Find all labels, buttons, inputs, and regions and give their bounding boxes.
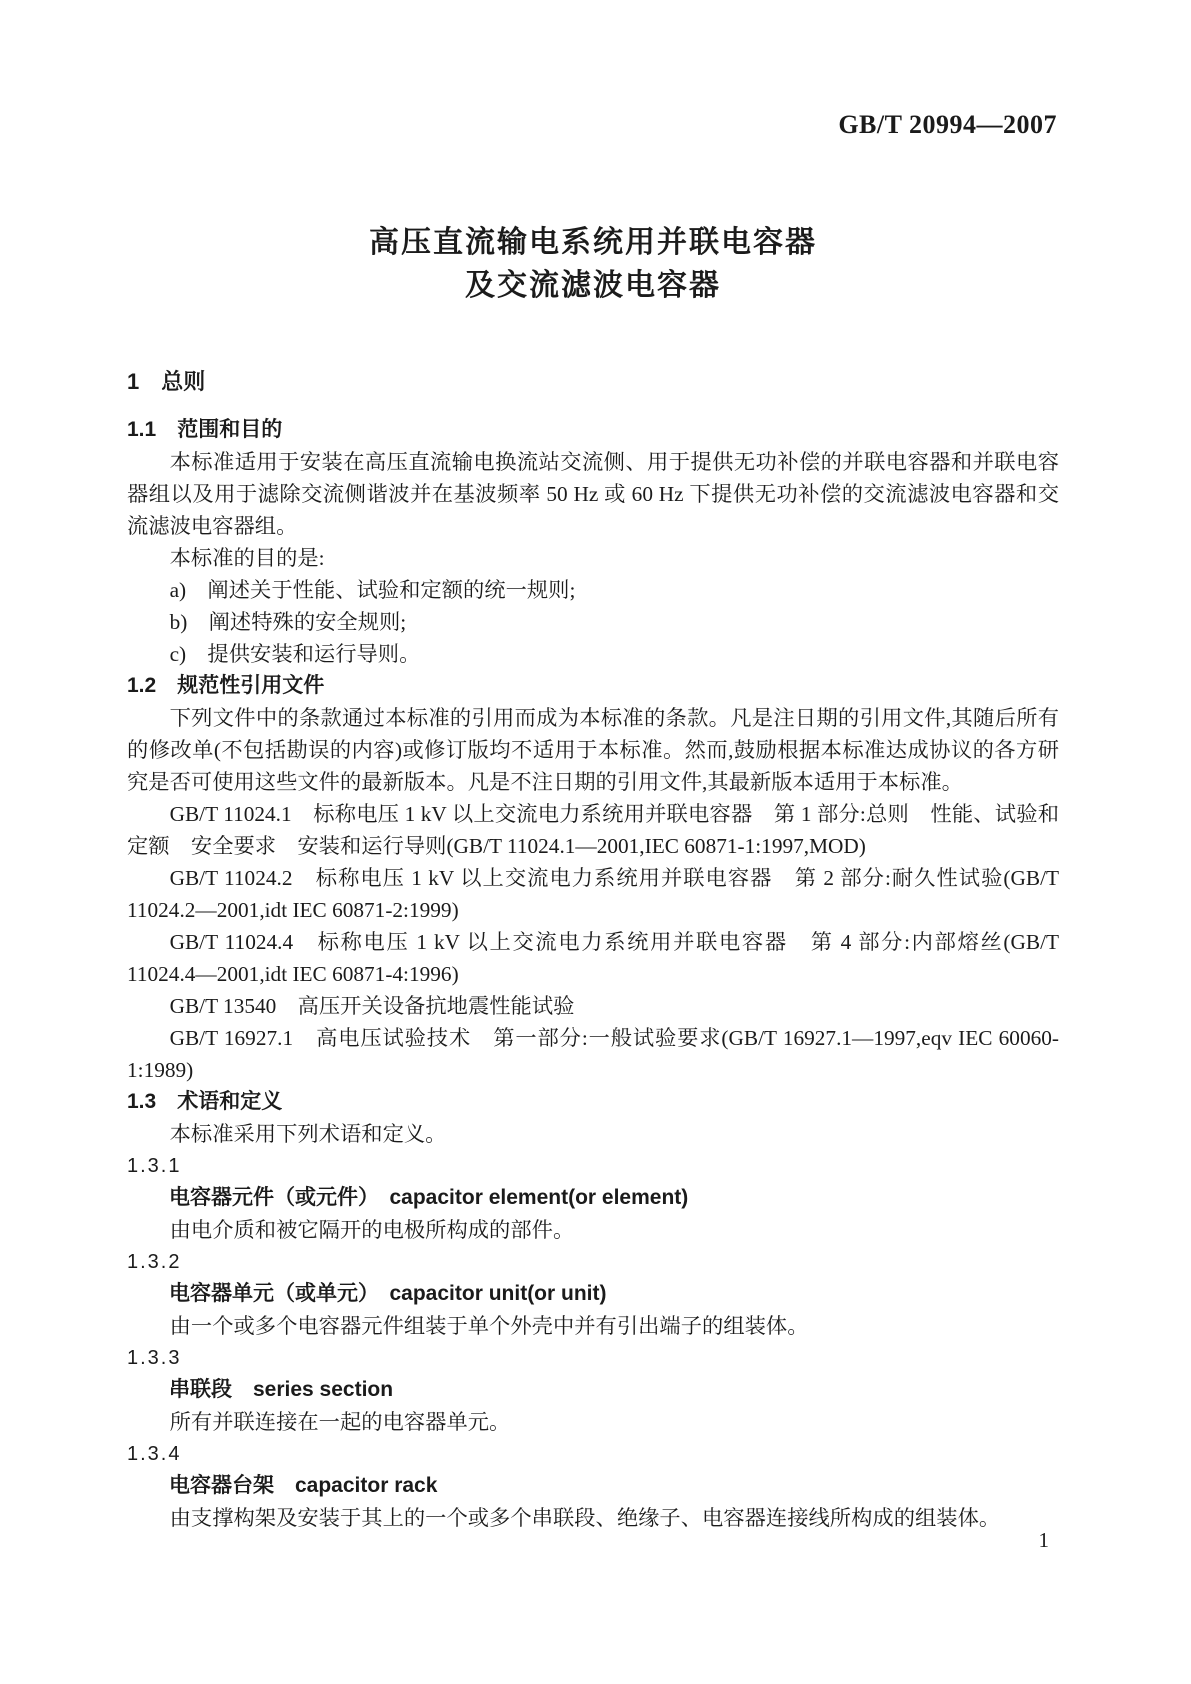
clause-number-1-3-1: 1.3.1	[127, 1155, 182, 1177]
clause-number-1-3-3: 1.3.3	[127, 1347, 182, 1369]
standard-code: GB/T 20994—2007	[838, 110, 1057, 139]
document-title-line2: 及交流滤波电容器	[465, 269, 721, 302]
paragraph-scope: 本标准适用于安装在高压直流输电换流站交流侧、用于提供无功补偿的并联电容器和并联电容器组以及用于滤除交流侧谐波并在基波频率 50 Hz 或 60 Hz 下提供无功补偿的交流滤波电容器和交流滤波电容器组。	[127, 450, 1059, 538]
paragraph-references-intro: 下列文件中的条款通过本标准的引用而成为本标准的条款。凡是注日期的引用文件,其随后所有的修改单(不包括勘误的内容)或修订版均不适用于本标准。然而,鼓励根据本标准达成协议的各方研究是否可使用这些文件的最新版本。凡是不注日期的引用文件,其最新版本适用于本标准。	[127, 706, 1059, 794]
clause-number-1-3-4: 1.3.4	[127, 1443, 182, 1465]
reference-gbt-13540: GB/T 13540 高压开关设备抗地震性能试验	[169, 994, 575, 1018]
reference-gbt-11024-2: GB/T 11024.2 标称电压 1 kV 以上交流电力系统用并联电容器 第 2 部分:耐久性试验(GB/T 11024.2—2001,idt IEC 60871-2:1999)	[127, 866, 1059, 922]
definition-series-section: 所有并联连接在一起的电容器单元。	[169, 1410, 511, 1434]
list-item-b: b) 阐述特殊的安全规则;	[169, 610, 407, 634]
list-item-c: c) 提供安装和运行导则。	[169, 642, 421, 666]
document-title-line1: 高压直流输电系统用并联电容器	[369, 226, 817, 259]
clause-heading-1-2: 1.2 规范性引用文件	[127, 674, 325, 697]
page-number: 1	[1038, 1528, 1049, 1552]
definition-capacitor-unit: 由一个或多个电容器元件组装于单个外壳中并有引出端子的组装体。	[169, 1314, 809, 1338]
definition-capacitor-rack: 由支撑构架及安装于其上的一个或多个串联段、绝缘子、电容器连接线所构成的组装体。	[169, 1506, 1001, 1530]
clause-heading-1: 1 总则	[127, 369, 206, 394]
document-body	[127, 366, 1059, 1534]
reference-gbt-11024-1: GB/T 11024.1 标称电压 1 kV 以上交流电力系统用并联电容器 第 1 部分:总则 性能、试验和定额 安全要求 安装和运行导则(GB/T 11024.1—2001,IEC 60871-1:1997,MOD)	[127, 802, 1059, 858]
reference-gbt-16927-1: GB/T 16927.1 高电压试验技术 第一部分:一般试验要求(GB/T 16927.1—1997,eqv IEC 60060-1:1989)	[127, 1026, 1059, 1082]
reference-gbt-11024-4: GB/T 11024.4 标称电压 1 kV 以上交流电力系统用并联电容器 第 4 部分:内部熔丝(GB/T 11024.4—2001,idt IEC 60871-4:1996)	[127, 930, 1059, 986]
clause-heading-1-1: 1.1 范围和目的	[127, 418, 283, 441]
paragraph-purpose-intro: 本标准的目的是:	[169, 546, 325, 570]
definition-capacitor-element: 由电介质和被它隔开的电极所构成的部件。	[169, 1218, 575, 1242]
document-title	[127, 221, 1059, 307]
term-series-section: 串联段 series section	[169, 1378, 394, 1401]
term-capacitor-unit: 电容器单元（或单元） capacitor unit(or unit)	[169, 1282, 607, 1305]
clause-number-1-3-2: 1.3.2	[127, 1251, 182, 1273]
term-capacitor-element: 电容器元件（或元件） capacitor element(or element)	[169, 1186, 689, 1209]
clause-heading-1-3: 1.3 术语和定义	[127, 1090, 283, 1113]
list-item-a: a) 阐述关于性能、试验和定额的统一规则;	[169, 578, 576, 602]
paragraph-terms-intro: 本标准采用下列术语和定义。	[169, 1122, 447, 1146]
term-capacitor-rack: 电容器台架 capacitor rack	[169, 1474, 438, 1497]
